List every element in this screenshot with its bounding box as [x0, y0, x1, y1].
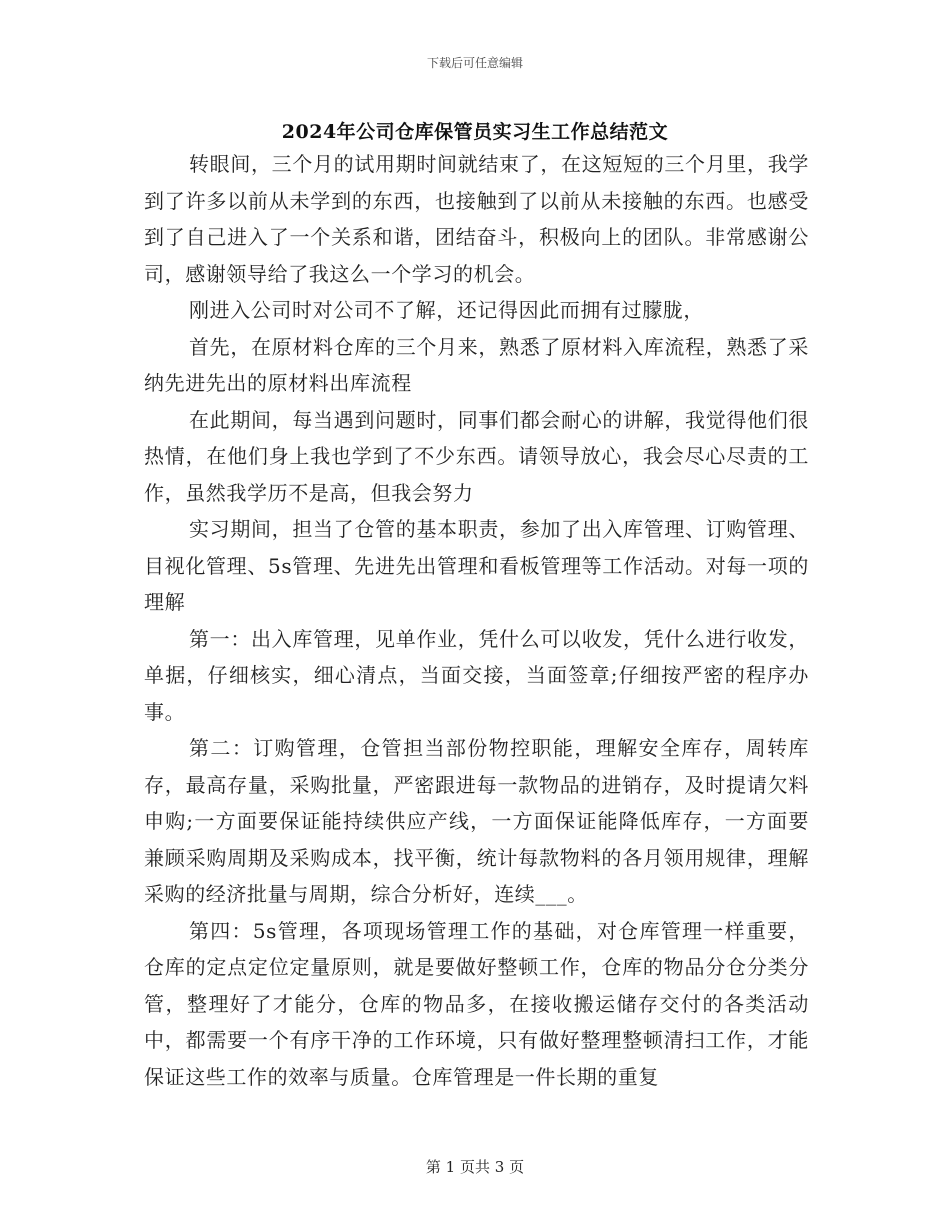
paragraph: 第二：订购管理，仓管担当部份物控职能，理解安全库存，周转库存，最高存量，采购批量，严密跟进每一款物品的进销存，及时提请欠料申购;一方面要保证能持续供应产线，一方面保证能降低库存，一方面要兼顾采购周期及采购成本，找平衡，统计每款物料的各月领用规律，理解采购的经济批量与周期，综合分析好，连续___。: [144, 736, 809, 906]
document-title: 2024年公司仓库保管员实习生工作总结范文: [281, 121, 669, 143]
paragraph: 第一：出入库管理，见单作业，凭什么可以收发，凭什么进行收发，单据，仔细核实，细心清点，当面交接，当面签章;仔细按严密的程序办事。: [144, 626, 809, 724]
page-number: 第 1 页共 3 页: [425, 1158, 525, 1176]
paragraph: 第四：5s管理，各项现场管理工作的基础，对仓库管理一样重要，仓库的定点定位定量原则，就是要做好整顿工作，仓库的物品分仓分类分管，整理好了才能分，仓库的物品多，在接收搬运储存交付的各类活动中，都需要一个有序干净的工作环境，只有做好整理整顿清扫工作，才能保证这些工作的效率与质量。仓库管理是一件长期的重复: [144, 918, 809, 1089]
paragraph: 首先，在原材料仓库的三个月来，熟悉了原材料入库流程，熟悉了采纳先进先出的原材料出库流程: [144, 334, 809, 395]
document-body: [144, 146, 809, 1095]
paragraph: 在此期间，每当遇到问题时，同事们都会耐心的讲解，我觉得他们很热情，在他们身上我也学到了不少东西。请领导放心，我会尽心尽责的工作，虽然我学历不是高，但我会努力: [144, 407, 809, 505]
paragraph: 刚进入公司时对公司不了解，还记得因此而拥有过朦胧，: [189, 298, 704, 322]
header-note: 下载后可任意编辑: [426, 56, 523, 70]
paragraph: 转眼间，三个月的试用期时间就结束了，在这短短的三个月里，我学到了许多以前从未学到的东西，也接触到了以前从未接触的东西。也感受到了自己进入了一个关系和谐，团结奋斗，积极向上的团队。非常感谢公司，感谢领导给了我这么一个学习的机会。: [144, 152, 809, 286]
paragraph: 实习期间，担当了仓管的基本职责，参加了出入库管理、订购管理、目视化管理、5s管理、先进先出管理和看板管理等工作活动。对每一项的理解: [144, 517, 809, 614]
